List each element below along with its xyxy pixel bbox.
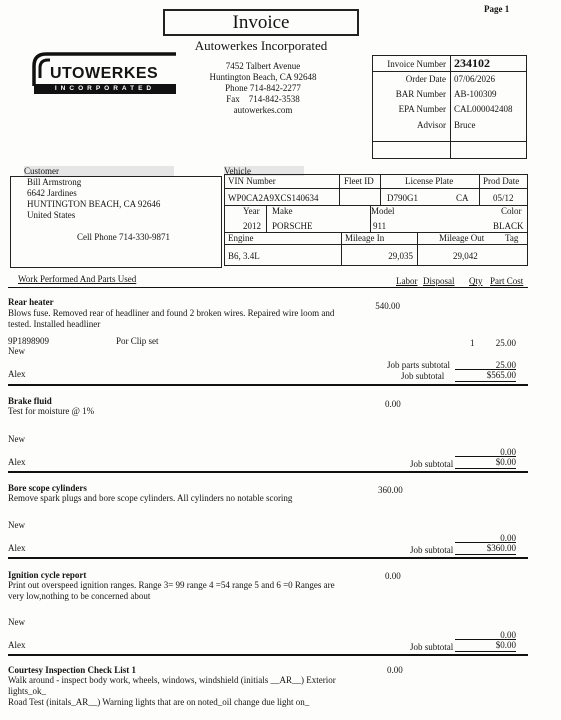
- job-separator: [8, 471, 528, 473]
- invoice-title-box: [163, 9, 359, 36]
- plate-label: License Plate: [405, 176, 454, 186]
- mileage-in-label: Mileage In: [345, 233, 385, 243]
- invoice-title: Invoice: [232, 12, 290, 33]
- plate-state: CA: [456, 193, 469, 203]
- job-title: Bore scope cylinders: [8, 483, 87, 493]
- job-parts-subtotal: 25.00: [495, 360, 516, 370]
- labor-col-header: Labor: [396, 276, 418, 286]
- customer-phone: Cell Phone 714-330-9871: [77, 232, 170, 242]
- job-subtotal-label: Job subtotal: [410, 642, 454, 652]
- job-labor: 0.00: [387, 665, 403, 675]
- job-subtotal: $0.00: [455, 639, 516, 652]
- mileage-out-value: 29,042: [453, 251, 478, 261]
- customer-heading-bg: [24, 166, 174, 176]
- job-labor: 0.00: [385, 399, 401, 409]
- job-desc-line1: Remove spark plugs and bore scope cylinders. All cylinders no notable scoring: [8, 493, 293, 503]
- invoice-number-label: Invoice Number: [387, 59, 446, 69]
- job-separator: [8, 384, 528, 386]
- customer-heading: Customer: [24, 166, 59, 176]
- prod-date-label: Prod Date: [483, 176, 520, 186]
- plate-value: D790G1: [387, 193, 418, 203]
- job-zero-amount: 0.00: [500, 533, 516, 543]
- tag-label: Tag: [505, 233, 519, 243]
- logo-wordmark: UTOWERKES: [50, 65, 159, 82]
- work-header-title: Work Performed And Parts Used: [18, 274, 137, 284]
- customer-country: United States: [27, 210, 76, 220]
- part-cost: 25.00: [495, 338, 516, 348]
- year-value: 2012: [243, 221, 261, 231]
- invoice-number-value: 234102: [454, 56, 490, 70]
- mileage-in-value: 29,035: [388, 251, 413, 261]
- color-value: BLACK: [493, 221, 524, 231]
- vehicle-heading: Vehicle: [224, 166, 251, 176]
- job-subtotal-label: Job subtotal: [410, 545, 454, 555]
- job-desc-line2: lights_ok_: [8, 686, 47, 696]
- job-tech: Alex: [8, 369, 26, 379]
- job-desc-line1: Blows fuse. Removed rear of headliner and found 2 broken wires. Repaired wire loom and: [8, 308, 335, 318]
- part-number: 9P1898909: [8, 336, 50, 346]
- company-name: Autowerkes Incorporated: [194, 38, 328, 53]
- qty-col-header: Qty: [469, 276, 483, 286]
- order-date-value: 07/06/2026: [454, 74, 496, 84]
- job-title: Courtesy Inspection Check List 1: [8, 665, 137, 675]
- job-desc-line2: very low,nothing to be concerned about: [8, 591, 151, 601]
- job-subtotal: $0.00: [455, 456, 516, 469]
- company-fax: Fax 714-842-3538: [226, 94, 300, 104]
- invoice-info-table: [372, 55, 527, 159]
- bar-number-value: AB-100309: [454, 89, 497, 99]
- make-label: Make: [272, 206, 293, 216]
- job-desc-line1: Test for moisture @ 1%: [8, 406, 95, 416]
- part-qty: 1: [470, 338, 475, 348]
- vin-value: WP0CA2A9XCS140634: [228, 193, 319, 203]
- order-date-label: Order Date: [405, 74, 446, 84]
- part-cost-col-header: Part Cost: [490, 276, 524, 286]
- job-title: Rear heater: [8, 297, 54, 307]
- job-subtotal-label: Job subtotal: [401, 371, 445, 381]
- customer-name: Bill Armstrong: [27, 177, 82, 187]
- advisor-value: Bruce: [454, 120, 476, 130]
- job-zero-amount: 0.00: [500, 447, 516, 457]
- job-title: Ignition cycle report: [8, 570, 87, 580]
- disposal-col-header: Disposal: [423, 276, 455, 286]
- company-address2: Huntington Beach, CA 92648: [209, 72, 317, 82]
- job-labor: 540.00: [375, 301, 400, 311]
- bar-number-label: BAR Number: [395, 89, 446, 99]
- job-desc-line1: Print out overspeed ignition ranges. Range 3= 99 range 4 =54 range 5 and 6 =0 Ranges are: [8, 580, 335, 590]
- engine-label: Engine: [228, 233, 254, 243]
- job-separator: [8, 557, 528, 559]
- job-tech: Alex: [8, 457, 26, 467]
- logo-subline: INCORPORATED: [54, 85, 156, 92]
- customer-city: HUNTINGTON BEACH, CA 92646: [27, 199, 161, 209]
- company-address1: 7452 Talbert Avenue: [225, 61, 301, 71]
- job-zero-amount: 0.00: [500, 630, 516, 640]
- engine-value: B6, 3.4L: [228, 251, 260, 261]
- part-description: Por Clip set: [116, 336, 159, 346]
- work-header-rule: [8, 287, 528, 288]
- job-title: Brake fluid: [8, 396, 52, 406]
- color-label: Color: [501, 206, 522, 216]
- company-phone: Phone 714-842-2277: [225, 83, 301, 93]
- job-separator: [8, 654, 528, 656]
- job-status: New: [8, 434, 25, 444]
- job-desc-line1: Walk around - inspect body work, wheels, windows, windshield (initials __AR__) Exterior: [8, 675, 336, 685]
- job-subtotal: $565.00: [455, 369, 516, 382]
- job-subtotal-label: Job subtotal: [410, 459, 454, 469]
- company-web: autowerkes.com: [233, 105, 293, 115]
- fleet-id-label: Fleet ID: [344, 176, 374, 186]
- job-desc-line3: Road Test (initals_AR__) Warning lights that are on noted_oil change due light on_: [8, 697, 310, 707]
- customer-box: [10, 176, 222, 268]
- job-parts-subtotal-label: Job parts subtotal: [387, 360, 450, 370]
- job-status: New: [8, 617, 25, 627]
- job-labor: 360.00: [378, 485, 403, 495]
- advisor-label: Advisor: [417, 120, 446, 130]
- prod-date-value: 05/12: [493, 193, 514, 203]
- company-logo: [30, 48, 180, 96]
- customer-street: 6642 Jardines: [27, 188, 77, 198]
- model-value: 911: [373, 221, 387, 231]
- job-tech: Alex: [8, 543, 26, 553]
- vehicle-box: [224, 174, 528, 266]
- job-subtotal: $360.00: [455, 542, 516, 555]
- model-label: Model: [371, 206, 395, 216]
- job-labor: 0.00: [385, 571, 401, 581]
- make-value: PORSCHE: [272, 221, 313, 231]
- epa-number-value: CAL000042408: [454, 104, 513, 114]
- mileage-out-label: Mileage Out: [439, 233, 485, 243]
- epa-number-label: EPA Number: [398, 104, 446, 114]
- company-info: [198, 61, 328, 116]
- job-desc-line2: tested. Installed headliner: [8, 319, 101, 329]
- job-status: New: [8, 346, 25, 356]
- vin-label: VIN Number: [228, 176, 276, 186]
- job-status: New: [8, 520, 25, 530]
- page-label: Page 1: [484, 4, 510, 14]
- year-label: Year: [243, 206, 260, 216]
- job-tech: Alex: [8, 640, 26, 650]
